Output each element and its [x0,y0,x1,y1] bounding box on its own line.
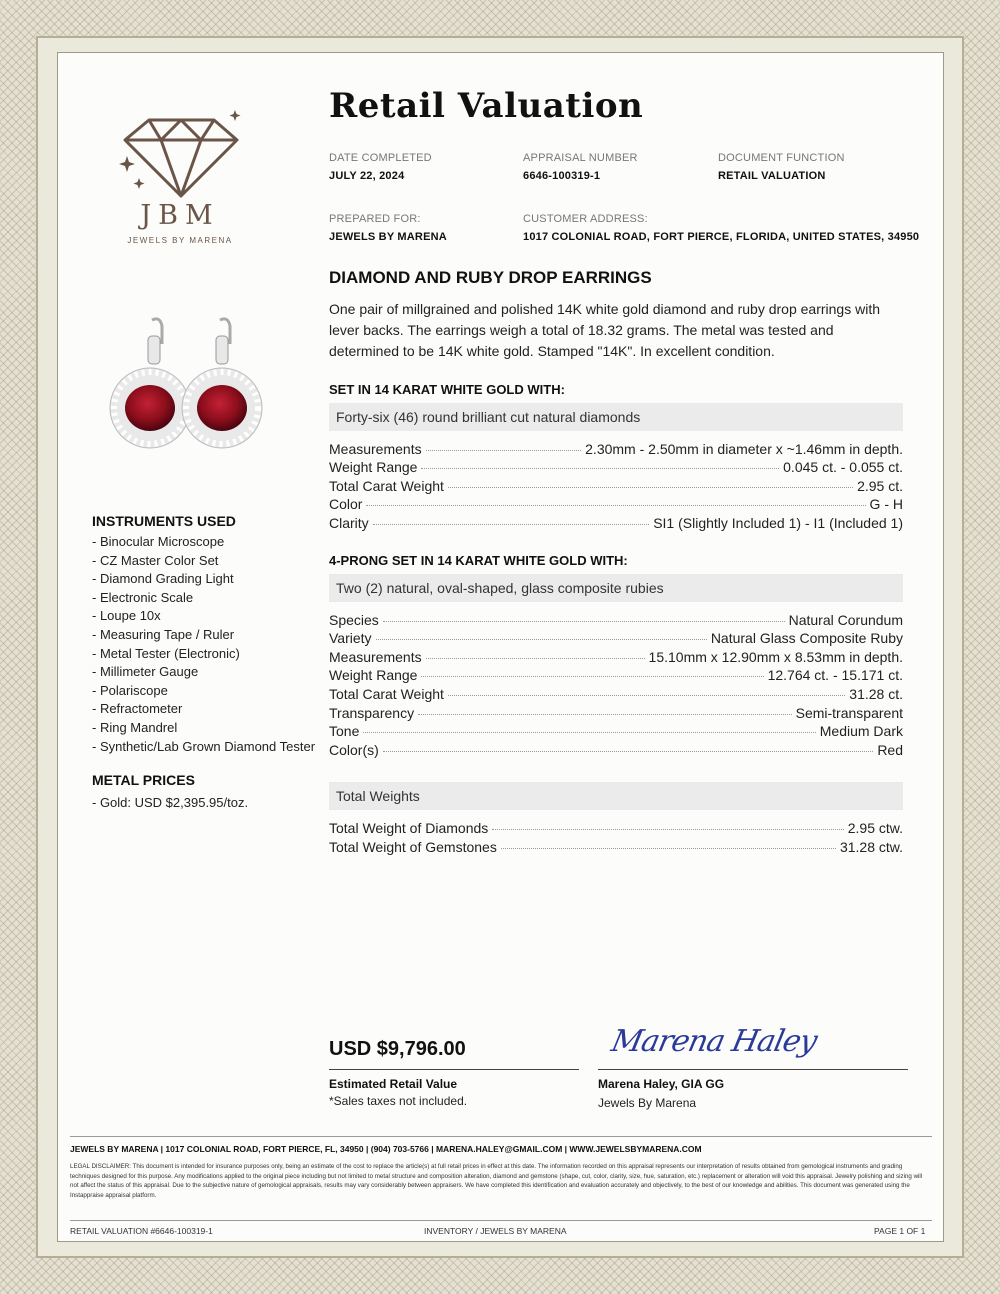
leader-dots [366,505,865,506]
diamonds-heading: SET IN 14 KARAT WHITE GOLD WITH: [329,382,565,397]
diamond-row [329,441,903,459]
list-item: - Synthetic/Lab Grown Diamond Tester [92,738,316,754]
document-function-label: DOCUMENT FUNCTION [718,152,845,164]
prepared-for-label: PREPARED FOR: [329,213,421,225]
appraisal-number-label: APPRAISAL NUMBER [523,152,638,164]
diamond-row [329,496,903,514]
footer-right: PAGE 1 OF 1 [874,1226,926,1236]
prepared-for-value: JEWELS BY MARENA [329,231,447,243]
row-label: Transparency [329,705,415,721]
list-item: - Diamond Grading Light [92,571,234,587]
row-value: G - H [869,496,903,512]
date-value: JULY 22, 2024 [329,170,405,182]
metal-prices-heading: METAL PRICES [92,772,195,788]
leader-dots [426,450,582,451]
leader-dots [501,848,836,849]
list-item: - Polariscope [92,682,168,698]
rubies-heading: 4-PRONG SET IN 14 KARAT WHITE GOLD WITH: [329,553,628,568]
row-label: Species [329,612,379,628]
row-value: Medium Dark [819,723,903,739]
price-rule [329,1069,579,1070]
leader-dots [418,714,792,715]
row-label: Measurements [329,441,422,457]
row-label: Total Weight of Diamonds [329,820,489,836]
ruby-row [329,742,903,760]
item-description: One pair of millgrained and polished 14K white gold diamond and ruby drop earrings with lever backs. The earrings weigh a total of 18.32 grams. The metal was tested and determined to be 14K white gold. Stamped "14K". In excellent condition. [329,301,880,359]
list-item: - Refractometer [92,701,183,717]
diamond-logo-icon [119,108,244,198]
row-label: Color(s) [329,742,379,758]
diamonds-summary: Forty-six (46) round brilliant cut natural diamonds [329,403,903,431]
row-value: 2.95 ct. [857,478,903,494]
row-label: Weight Range [329,459,418,475]
metal-prices-list [92,794,248,813]
leader-dots [426,658,645,659]
ruby-row [329,686,903,704]
row-value: 15.10mm x 12.90mm x 8.53mm in depth. [648,649,903,665]
footer-contact: JEWELS BY MARENA | 1017 COLONIAL ROAD, FORT PIERCE, FL, 34950 | (904) 703-5766 | MARENA.HALEY@GMAIL.COM | WWW.JEWELSBYMARENA.COM [70,1144,702,1154]
row-value: Semi-transparent [795,705,903,721]
list-item: - Millimeter Gauge [92,664,199,680]
rubies-summary: Two (2) natural, oval-shaped, glass composite rubies [329,574,903,602]
page-title: Retail Valuation [329,86,644,126]
diamond-row [329,478,903,496]
row-label: Total Weight of Gemstones [329,839,497,855]
legal-disclaimer: LEGAL DISCLAIMER: This document is intended for insurance purposes only, being an estimate of the cost to replace the article(s) at full retail prices in effect at this date. The information recorded on this appraisal represents our interpretation of results obtained from gemological instruments and grading techniques designed for this purpose. Any modifications applied to the original piece including but not limited to metal structure and composition alteration, diamond and gemstone (shape, cut, color, clarity, size, hue, saturation, etc.) replacement or alteration will void this appraisal. Jewelry polishing and sizing will not affect the status of this appraisal. Due to the subjective nature of gemological appraisals, results may vary considerably between appraisers. We have completed this identification and evaluation accurately and objectively, to the best of our knowledge and abilities. This document was generated using the Instappraise appraisal platform. [70,1163,923,1199]
logo-tagline: JEWELS BY MARENA [127,236,233,245]
totals-row [329,839,903,857]
list-item: - Metal Tester (Electronic) [92,645,240,661]
leader-dots [373,524,650,525]
document-function-value: RETAIL VALUATION [718,170,826,182]
list-item: - Electronic Scale [92,589,194,605]
leader-dots [383,751,874,752]
totals-heading: Total Weights [329,782,903,810]
list-item: - Binocular Microscope [92,534,225,549]
row-label: Total Carat Weight [329,478,444,494]
appraisal-number-value: 6646-100319-1 [523,170,601,182]
leader-dots [383,621,785,622]
totals-row [329,820,903,838]
ruby-row [329,723,903,741]
footer-divider [70,1136,932,1137]
ruby-row [329,630,903,648]
appraiser-company: Jewels By Marena [598,1096,697,1110]
appraiser-signature: Marena Haley [608,1024,820,1059]
list-item: - Measuring Tape / Ruler [92,626,235,642]
row-label: Clarity [329,515,369,531]
logo-monogram: JBM [140,200,220,231]
appraiser-name: Marena Haley, GIA GG [598,1077,725,1091]
instruments-list [92,533,315,756]
row-value: Natural Corundum [788,612,903,628]
signature-rule [598,1069,908,1070]
row-label: Variety [329,630,372,646]
leader-dots [421,676,763,677]
footer-bottom-divider [70,1220,932,1221]
row-value: Natural Glass Composite Ruby [710,630,903,646]
row-label: Measurements [329,649,422,665]
leader-dots [448,695,845,696]
row-label: Tone [329,723,360,739]
row-label: Weight Range [329,667,418,683]
row-label: Total Carat Weight [329,686,444,702]
instruments-heading: INSTRUMENTS USED [92,513,236,529]
footer-left: RETAIL VALUATION #6646-100319-1 [70,1226,213,1236]
ruby-row [329,705,903,723]
customer-address-value: 1017 COLONIAL ROAD, FORT PIERCE, FLORIDA, UNITED STATES, 34950 [523,231,920,243]
leader-dots [363,732,815,733]
item-title: DIAMOND AND RUBY DROP EARRINGS [329,268,652,287]
row-value: 31.28 ct. [849,686,903,702]
ruby-row [329,649,903,667]
row-value: 12.764 ct. - 15.171 ct. [767,667,903,683]
leader-dots [492,829,843,830]
row-label: Color [329,496,363,512]
date-label: DATE COMPLETED [329,152,432,164]
row-value: Red [877,742,903,758]
diamond-row [329,515,903,533]
ruby-row [329,612,903,630]
row-value: 31.28 ctw. [839,839,903,855]
list-item: - Ring Mandrel [92,719,178,735]
leader-dots [448,487,853,488]
row-value: 2.30mm - 2.50mm in diameter x ~1.46mm in depth. [585,441,903,457]
row-value: 0.045 ct. - 0.055 ct. [783,459,903,475]
leader-dots [376,639,707,640]
row-value: SI1 (Slightly Included 1) - I1 (Included 1) [653,515,903,531]
footer-center: INVENTORY / JEWELS BY MARENA [424,1226,567,1236]
diamond-row [329,459,903,477]
list-item: - Gold: USD $2,395.95/toz. [92,795,249,810]
list-item: - Loupe 10x [92,608,161,624]
earrings-photo [102,316,272,466]
ruby-row [329,667,903,685]
list-item: - CZ Master Color Set [92,552,219,568]
tax-note: *Sales taxes not included. [329,1094,468,1108]
retail-price: USD $9,796.00 [329,1038,466,1060]
row-value: 2.95 ctw. [847,820,903,836]
customer-address-label: CUSTOMER ADDRESS: [523,213,648,225]
leader-dots [421,468,779,469]
estimated-value-label: Estimated Retail Value [329,1077,458,1091]
